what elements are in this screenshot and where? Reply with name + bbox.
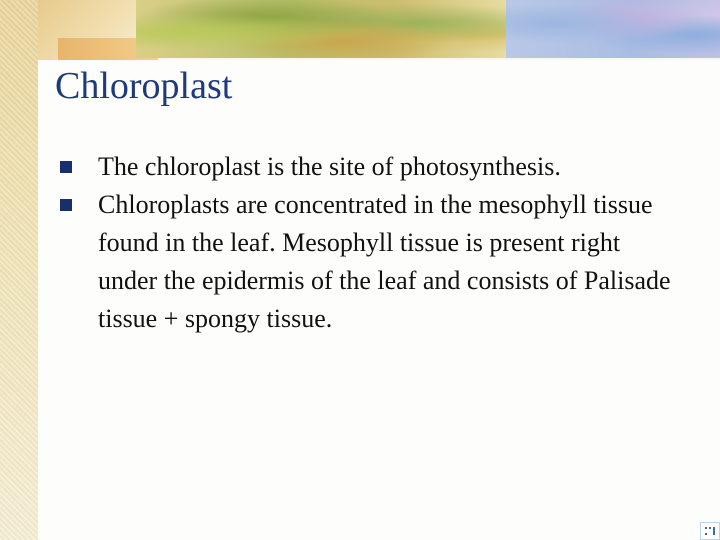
bullet-item <box>60 148 680 186</box>
square-bullet-icon <box>60 161 72 173</box>
flower-banner-image <box>506 0 720 58</box>
bullet-list <box>60 148 680 338</box>
bullet-text: Chloroplasts are concentrated in the mesophyll tissue found in the leaf. Mesophyll tissue is present right under the epidermis of the leaf and consists of Palisade tissue + spongy tissue. <box>98 190 671 333</box>
slide-nav-icon[interactable] <box>700 522 720 540</box>
slide-title: Chloroplast <box>55 65 233 107</box>
header-banner <box>38 0 720 60</box>
bullet-text: The chloroplast is the site of photosynthesis. <box>98 152 561 181</box>
square-bullet-icon <box>60 199 72 211</box>
leaf-banner-image <box>136 0 506 58</box>
slide-nav-icon-glyph <box>704 526 716 536</box>
bullet-item <box>60 186 680 338</box>
left-decorative-strip <box>0 0 38 540</box>
